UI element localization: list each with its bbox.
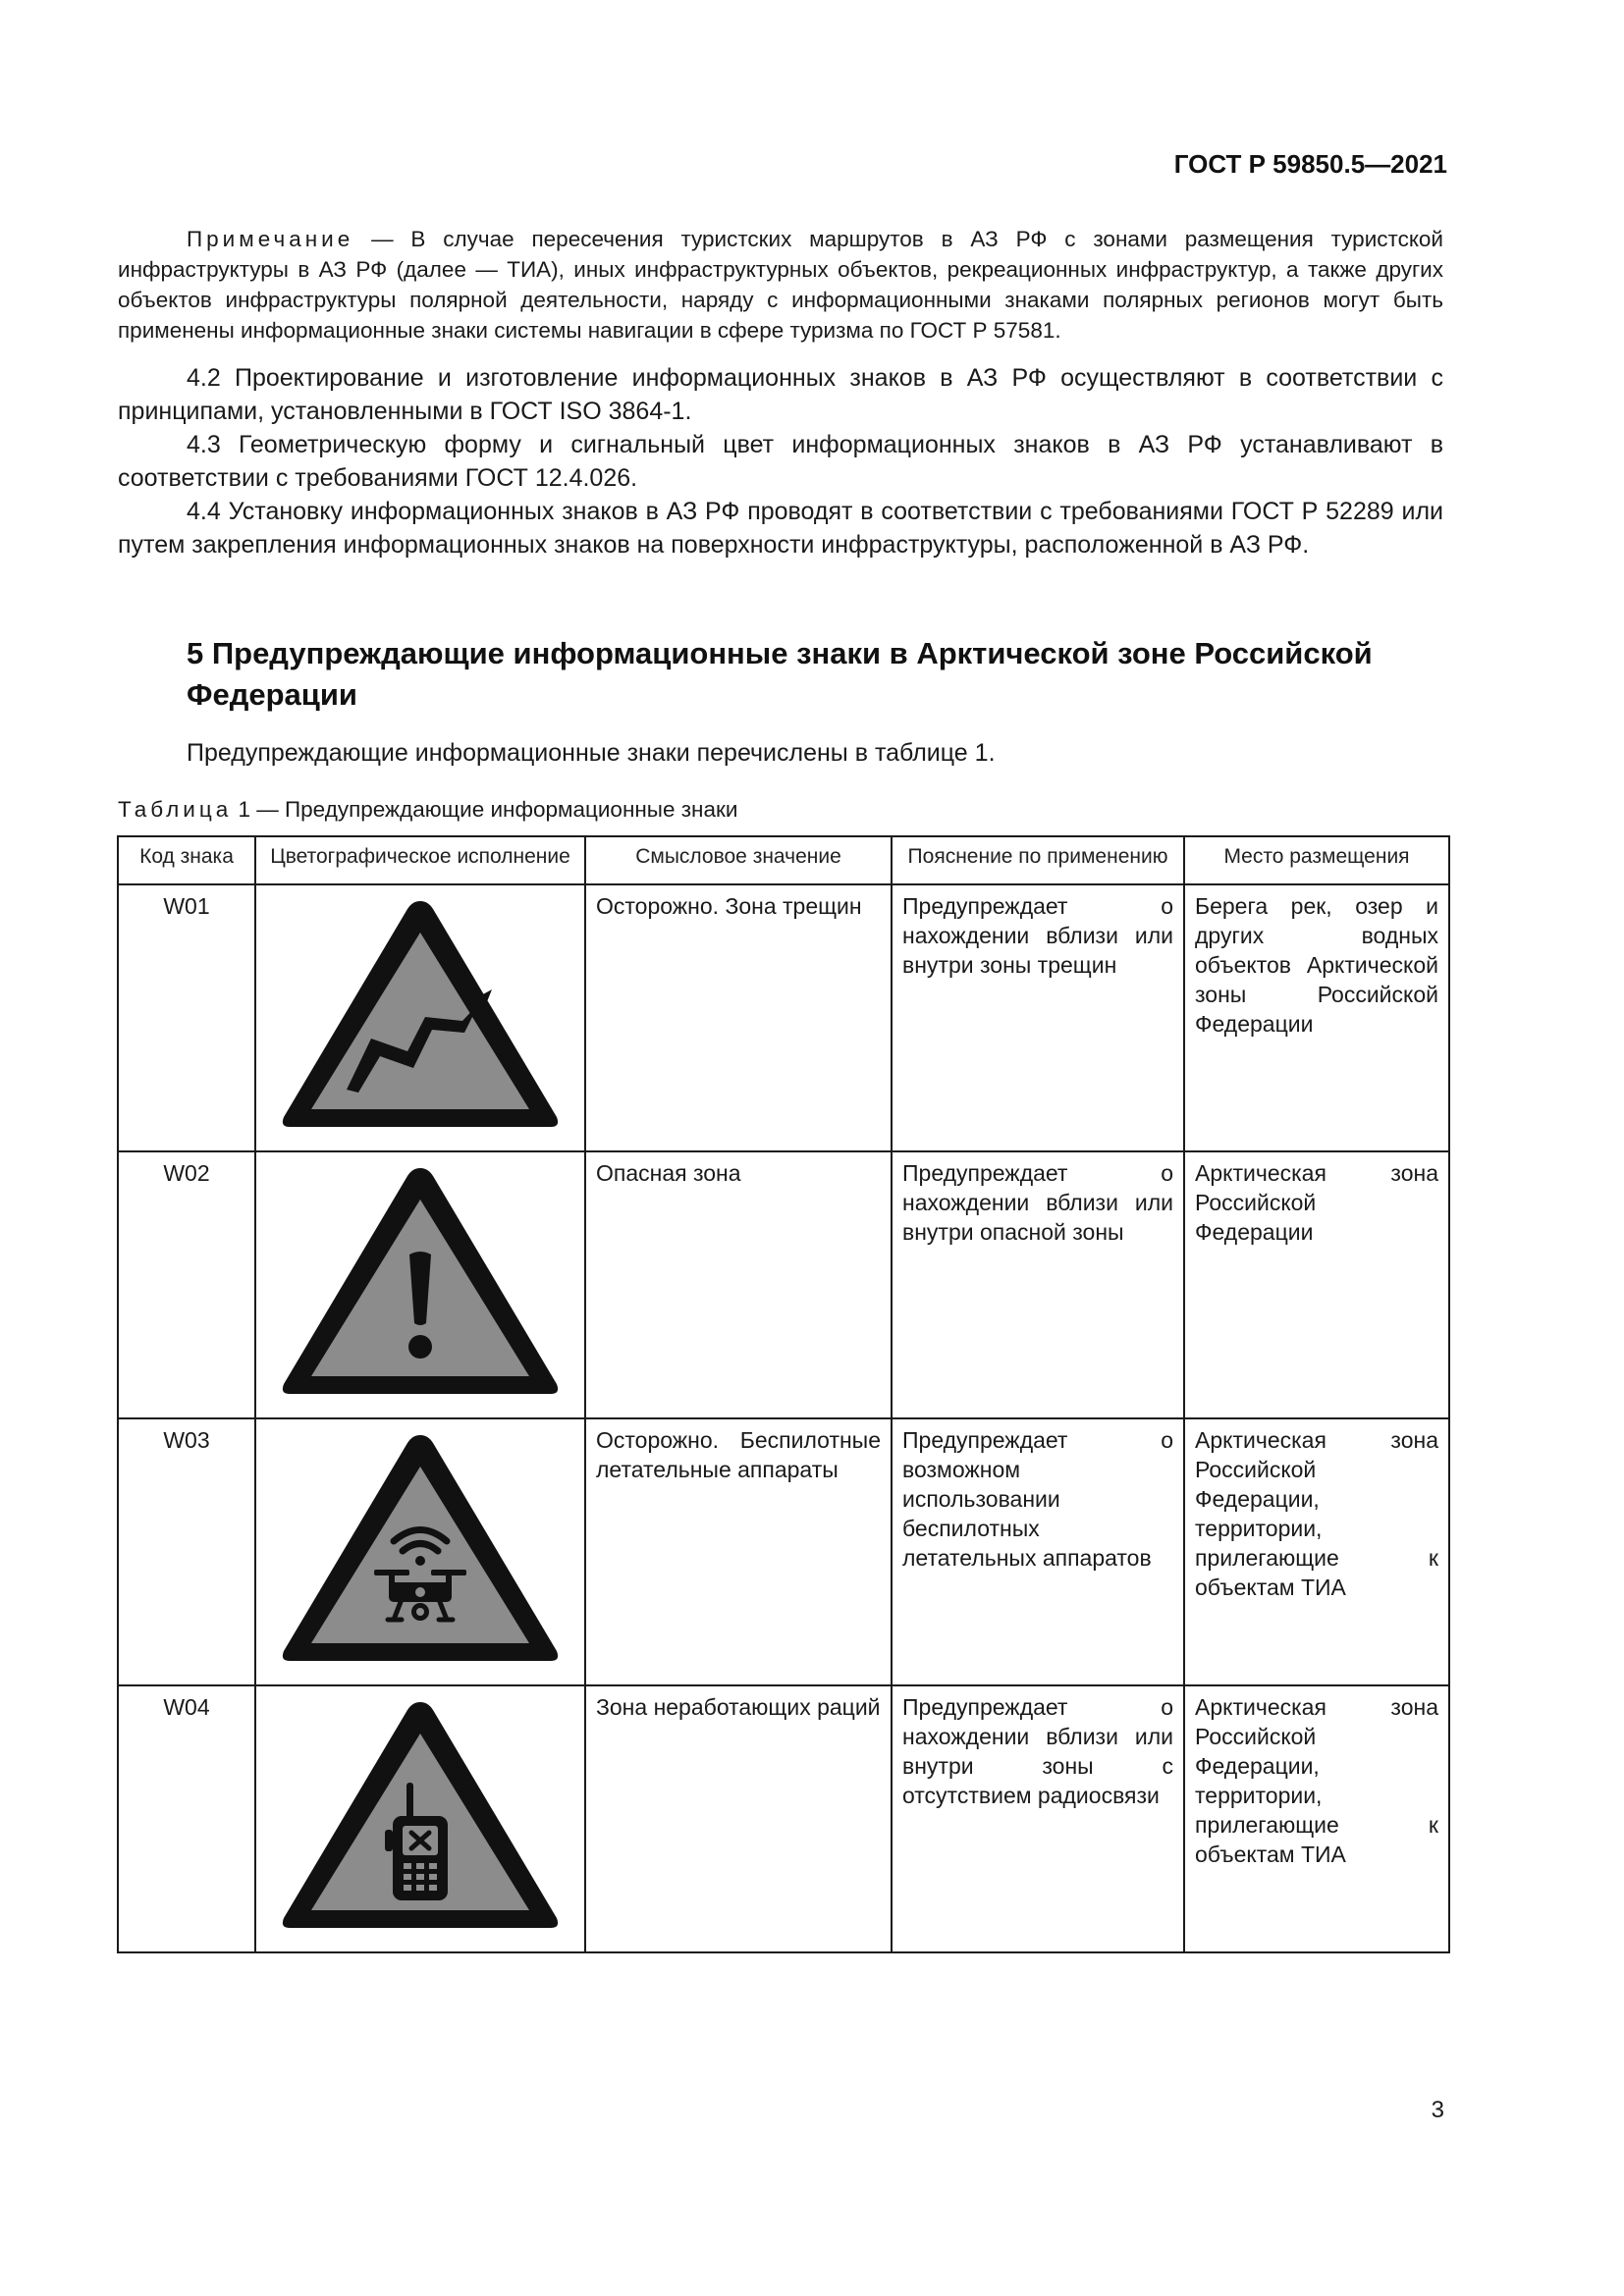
header-meaning: Смысловое значение <box>585 836 892 884</box>
sign-explanation: Предупреждает о нахождении вблизи или внутри зоны с отсутствием радиосвязи <box>892 1685 1184 1952</box>
paragraph-4-3: 4.3 Геометрическую форму и сигнальный цвет информационных знаков в АЗ РФ устанавливают в соответствии с требованиями ГОСТ 12.4.026. <box>118 431 1443 492</box>
table-row <box>118 884 1449 1151</box>
note-lead: Примечание <box>187 227 354 251</box>
sign-graphic-cell <box>255 884 585 1151</box>
drone-warning-sign-icon <box>278 1425 563 1671</box>
sign-graphic-cell <box>255 1151 585 1418</box>
sign-graphic-cell <box>255 1418 585 1685</box>
section-intro: Предупреждающие информационные знаки перечислены в таблице 1. <box>187 739 996 767</box>
note-text: — В случае пересечения туристских маршрутов в АЗ РФ с зонами размещения туристской инфраструктуры в АЗ РФ (далее — ТИА), иных инфраструктурных объектов, рекреационных инфраструктур, а также других объектов инфраструктуры полярной деятельности, наряду с информационными знаками полярных регионов могут быть применены информационные знаки системы навигации в сфере туризма по ГОСТ Р 57581. <box>118 227 1443 343</box>
sign-code: W02 <box>118 1151 255 1418</box>
paragraph-4-4: 4.4 Установку информационных знаков в АЗ РФ проводят в соответствии с требованиями ГОСТ Р 52289 или путем закрепления информационных знаков на поверхности инфраструктуры, расположенной в АЗ РФ. <box>118 498 1443 559</box>
sign-meaning: Осторожно. Зона трещин <box>585 884 892 1151</box>
header-placement: Место размещения <box>1184 836 1449 884</box>
sign-code: W04 <box>118 1685 255 1952</box>
sign-explanation: Предупреждает о нахождении вблизи или внутри зоны трещин <box>892 884 1184 1151</box>
sign-graphic-cell <box>255 1685 585 1952</box>
note-paragraph <box>118 224 1443 346</box>
no-radio-warning-sign-icon <box>278 1692 563 1938</box>
header-graphic: Цветографическое исполнение <box>255 836 585 884</box>
table-caption <box>118 797 737 823</box>
paragraph-4-2: 4.2 Проектирование и изготовление информационных знаков в АЗ РФ осуществляют в соответствии с принципами, установленными в ГОСТ ISO 3864-1. <box>118 364 1443 425</box>
table-row <box>118 1151 1449 1418</box>
table-caption-label: Таблица <box>118 797 233 822</box>
sign-code: W01 <box>118 884 255 1151</box>
header-code: Код знака <box>118 836 255 884</box>
header-explanation: Пояснение по применению <box>892 836 1184 884</box>
crack-zone-warning-sign-icon <box>278 891 563 1137</box>
sign-placement: Арктическая зона Российской Федерации, территории, прилегающие к объектам ТИА <box>1184 1685 1449 1952</box>
sign-placement: Арктическая зона Российской Федерации <box>1184 1151 1449 1418</box>
exclamation-warning-sign-icon <box>278 1158 563 1404</box>
table-row <box>118 1418 1449 1685</box>
table-caption-text: 1 — Предупреждающие информационные знаки <box>232 797 738 822</box>
sign-meaning: Осторожно. Беспилотные летательные аппараты <box>585 1418 892 1685</box>
sign-meaning: Опасная зона <box>585 1151 892 1418</box>
sign-explanation: Предупреждает о нахождении вблизи или внутри опасной зоны <box>892 1151 1184 1418</box>
sign-code: W03 <box>118 1418 255 1685</box>
standard-designation: ГОСТ Р 59850.5—2021 <box>1173 149 1447 179</box>
sign-placement: Арктическая зона Российской Федерации, территории, прилегающие к объектам ТИА <box>1184 1418 1449 1685</box>
table-row <box>118 1685 1449 1952</box>
sign-placement: Берега рек, озер и других водных объектов Арктической зоны Российской Федерации <box>1184 884 1449 1151</box>
page-number: 3 <box>1431 2097 1444 2123</box>
section-title: 5 Предупреждающие информационные знаки в Арктической зоне Российской Федерации <box>187 636 1373 712</box>
sign-meaning: Зона неработающих раций <box>585 1685 892 1952</box>
sign-explanation: Предупреждает о возможном использовании беспилотных летательных аппаратов <box>892 1418 1184 1685</box>
warning-signs-table <box>117 835 1450 1953</box>
table-header-row <box>118 836 1449 884</box>
